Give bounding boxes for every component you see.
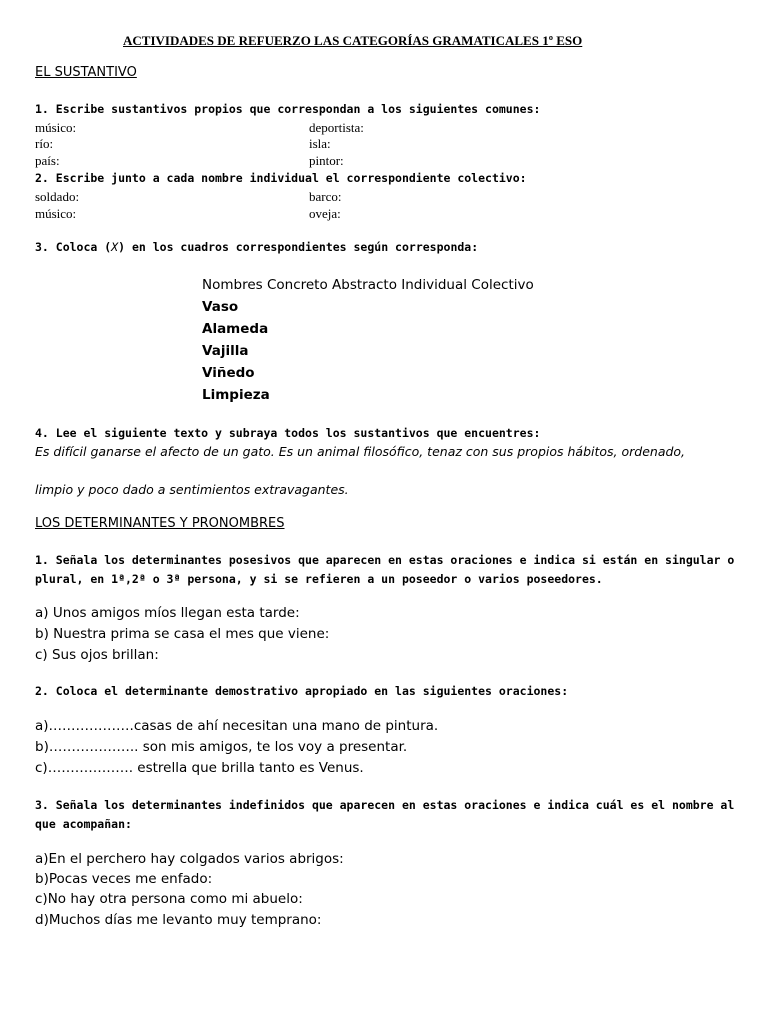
table-row: Alameda (202, 321, 269, 337)
section-heading-sustantivo: EL SUSTANTIVO (35, 65, 137, 80)
list-item: río: (35, 136, 54, 151)
list-item: b)……………….. son mis amigos, te los voy a presentar. (35, 739, 408, 755)
table-header: Nombres Concreto Abstracto Individual Colectivo (202, 277, 534, 293)
list-item: b) Nuestra prima se casa el mes que viene: (35, 626, 330, 642)
prompt-text: ) en los cuadros correspondientes según corresponda: (118, 240, 479, 254)
list-item: pintor: (309, 153, 344, 168)
list-item: a)……………….casas de ahí necesitan una mano de pintura. (35, 718, 439, 734)
question-2-prompt: 2. Coloca el determinante demostrativo apropiado en las siguientes oraciones: (35, 684, 569, 698)
list-item: c) Sus ojos brillan: (35, 647, 159, 663)
list-item: c)………………. estrella que brilla tanto es Venus. (35, 760, 364, 776)
x-mark: X (111, 240, 119, 254)
question-3-prompt (35, 240, 478, 254)
list-item: músico: (35, 120, 77, 135)
table-row: Vajilla (202, 343, 249, 359)
list-item: isla: (309, 136, 331, 151)
list-item: a)En el perchero hay colgados varios abrigos: (35, 851, 344, 867)
list-item: c)No hay otra persona como mi abuelo: (35, 891, 303, 907)
list-item: a) Unos amigos míos llegan esta tarde: (35, 605, 300, 621)
list-item: oveja: (309, 206, 341, 221)
table-row: Viñedo (202, 365, 255, 381)
question-4-prompt: 4. Lee el siguiente texto y subraya todos los sustantivos que encuentres: (35, 426, 541, 440)
prompt-text: 3. Coloca ( (35, 240, 112, 254)
table-row: Limpieza (202, 387, 270, 403)
question-2-prompt: 2. Escribe junto a cada nombre individual el correspondiente colectivo: (35, 171, 527, 185)
list-item: deportista: (309, 120, 364, 135)
reading-text-line: Es difícil ganarse el afecto de un gato. Es un animal filosófico, tenaz con sus propios hábitos, ordenado, (35, 444, 686, 459)
list-item: soldado: (35, 189, 80, 204)
question-1-prompt: 1. Señala los determinantes posesivos que aparecen en estas oraciones e indica si están en singular o plural, en 1ª,2ª o 3ª persona, y si se refieren a un poseedor o varios poseedores. (35, 553, 735, 586)
list-item: país: (35, 153, 60, 168)
reading-text-line: limpio y poco dado a sentimientos extravagantes. (35, 482, 349, 497)
list-item: b)Pocas veces me enfado: (35, 871, 213, 887)
question-1-prompt: 1. Escribe sustantivos propios que correspondan a los siguientes comunes: (35, 102, 541, 116)
list-item: d)Muchos días me levanto muy temprano: (35, 912, 322, 928)
list-item: barco: (309, 189, 342, 204)
list-item: músico: (35, 206, 77, 221)
section-heading-determinantes: LOS DETERMINANTES Y PRONOMBRES (35, 516, 285, 531)
question-3-prompt: 3. Señala los determinantes indefinidos que aparecen en estas oraciones e indica cuál es el nombre al que acompañan: (35, 798, 735, 831)
page-title: ACTIVIDADES DE REFUERZO LAS CATEGORÍAS GRAMATICALES 1º ESO (123, 33, 583, 48)
table-row: Vaso (202, 299, 239, 315)
